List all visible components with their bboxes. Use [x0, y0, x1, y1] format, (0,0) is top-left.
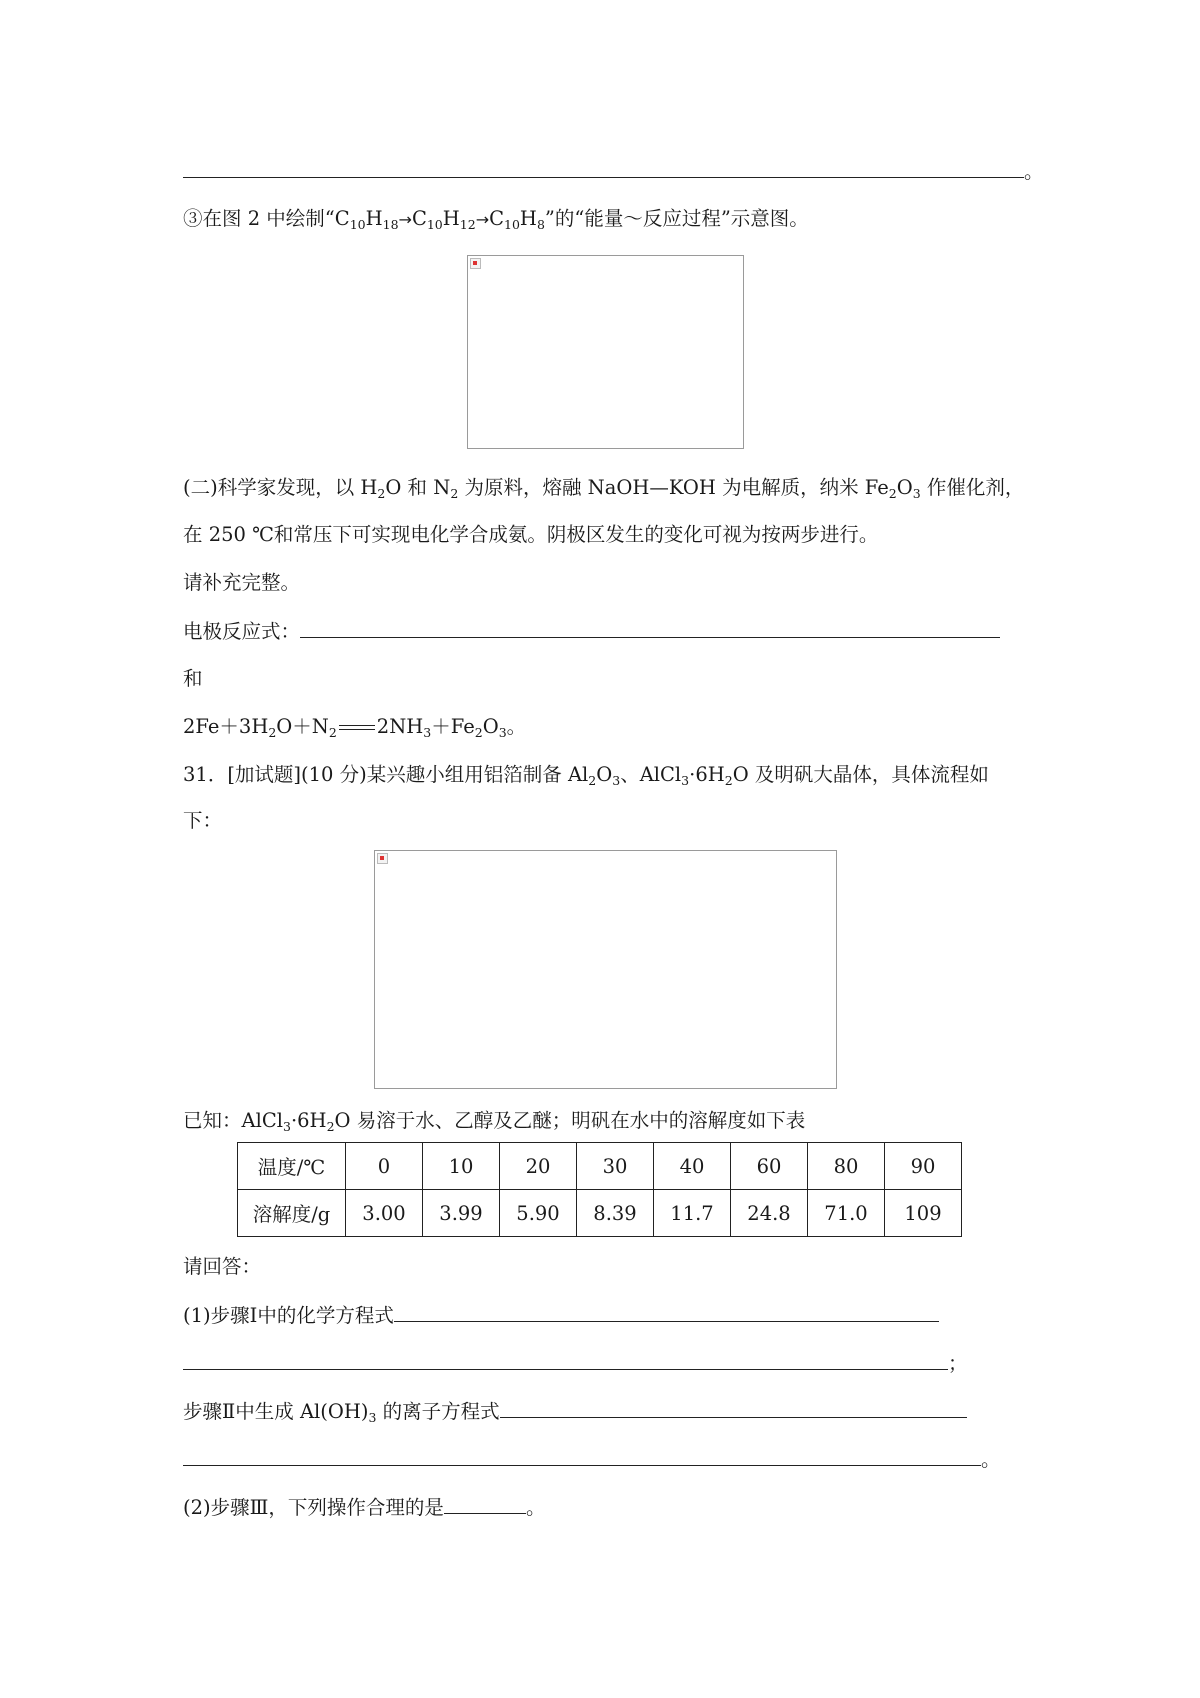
subscript: 8 [536, 217, 545, 232]
text: H [519, 207, 537, 230]
text: O 和 N [385, 476, 451, 499]
subscript: 2 [268, 725, 277, 740]
text: (2)步骤Ⅲ，下列操作合理的是 [183, 1496, 444, 1519]
text: ③在图 2 中绘制“C [183, 207, 350, 230]
broken-image-icon [377, 853, 388, 864]
subscript: 3 [681, 773, 690, 788]
figure-2-image [467, 255, 744, 449]
blank-line [183, 1446, 981, 1466]
text: O 及明矾大晶体，具体流程如 [732, 763, 989, 786]
blank-line [183, 1350, 948, 1370]
part2-line1 [183, 475, 1024, 501]
text: H [365, 207, 383, 230]
text: 的离子方程式 [376, 1400, 500, 1423]
question-1b-line [183, 1398, 967, 1425]
text: O [596, 763, 613, 786]
text: 2Fe＋3H [183, 715, 269, 738]
broken-image-icon [470, 258, 481, 269]
subscript: 2 [588, 773, 597, 788]
table-cell: 3.00 [346, 1190, 423, 1237]
subscript: 3 [912, 486, 921, 501]
text: O [896, 476, 913, 499]
question-1b-continuation [183, 1446, 1001, 1473]
solubility-table [237, 1142, 962, 1237]
subscript: 3 [612, 773, 621, 788]
text: 步骤Ⅱ中生成 Al(OH) [183, 1400, 369, 1423]
part2-line2: 在 250 ℃和常压下可实现电化学合成氨。阴极区发生的变化可视为按两步进行。 [183, 523, 879, 546]
subscript: 2 [474, 725, 483, 740]
table-cell: 40 [654, 1143, 731, 1190]
subscript: 3 [423, 725, 432, 740]
text: 为原料，熔融 NaOH—KOH 为电解质，纳米 Fe [458, 476, 889, 499]
subscript: 3 [368, 1410, 377, 1425]
answer-line-top [183, 158, 1044, 185]
subscript: 3 [498, 725, 507, 740]
table-cell: 80 [808, 1143, 885, 1190]
subscript: 10 [504, 217, 520, 232]
table-cell: 90 [885, 1143, 962, 1190]
question-31-line1 [183, 762, 989, 788]
subscript: 10 [426, 217, 443, 232]
table-cell: 30 [577, 1143, 654, 1190]
known-line [183, 1108, 805, 1134]
text: ； [948, 1352, 968, 1375]
text: ·6H [290, 1109, 327, 1132]
electrode-reaction-line [183, 618, 1000, 645]
table-header-solubility: 溶解度/g [238, 1190, 346, 1237]
text: (二)科学家发现，以 H [183, 476, 378, 499]
table-cell: 109 [885, 1190, 962, 1237]
table-cell: 8.39 [577, 1190, 654, 1237]
please-answer: 请回答： [183, 1255, 262, 1278]
text: H [442, 207, 460, 230]
text: 2NH [376, 715, 424, 738]
table-cell: 60 [731, 1143, 808, 1190]
text: O 易溶于水、乙醇及乙醚；明矾在水中的溶解度如下表 [334, 1109, 806, 1132]
text: 。 [525, 1496, 546, 1519]
subscript: 2 [328, 725, 337, 740]
table-header-temperature: 温度/℃ [238, 1143, 346, 1190]
subscript: 2 [724, 773, 733, 788]
flow-chart-image [374, 850, 837, 1089]
equation-line [183, 714, 526, 740]
blank-line [183, 158, 1024, 178]
subscript: 2 [377, 486, 386, 501]
blank-line [300, 618, 1000, 638]
and-line: 和 [183, 667, 203, 690]
question-31-line2: 下： [183, 809, 223, 832]
subscript: 2 [450, 486, 459, 501]
text: ＋Fe [431, 715, 475, 738]
text: 31．[加试题](10 分)某兴趣小组用铝箔制备 Al [183, 763, 589, 786]
end-mark: 。 [1024, 160, 1044, 183]
table-cell: 5.90 [500, 1190, 577, 1237]
question-2-line [183, 1494, 545, 1521]
arrow-icon: → [475, 210, 490, 229]
table-cell: 20 [500, 1143, 577, 1190]
text: (1)步骤Ⅰ中的化学方程式 [183, 1304, 394, 1327]
subscript: 12 [459, 217, 476, 232]
subscript: 3 [282, 1119, 291, 1134]
question-1-continuation [183, 1350, 968, 1377]
text: 已知：AlCl [183, 1109, 283, 1132]
table-cell: 24.8 [731, 1190, 808, 1237]
table-cell: 71.0 [808, 1190, 885, 1237]
subscript: 18 [382, 217, 399, 232]
subscript: 2 [888, 486, 897, 501]
text: 作催化剂， [920, 476, 1025, 499]
text: O＋N [276, 715, 329, 738]
electrode-label: 电极反应式： [183, 620, 301, 643]
blank-line [500, 1398, 967, 1418]
blank-line [444, 1494, 526, 1514]
table-cell: 0 [346, 1143, 423, 1190]
subscript: 10 [349, 217, 366, 232]
text: C [411, 207, 427, 230]
part2-line3: 请补充完整。 [183, 571, 301, 594]
table-row [238, 1143, 962, 1190]
text: 。 [506, 715, 527, 738]
table-cell: 3.99 [423, 1190, 500, 1237]
table-row [238, 1190, 962, 1237]
subscript: 2 [326, 1119, 335, 1134]
arrow-icon: → [398, 210, 412, 229]
question-1-line [183, 1302, 939, 1329]
text: ·6H [689, 763, 725, 786]
blank-line [394, 1302, 939, 1322]
question-3-line [183, 206, 809, 233]
table-cell: 10 [423, 1143, 500, 1190]
text: ”的“能量～反应过程”示意图。 [544, 207, 809, 230]
table-cell: 11.7 [654, 1190, 731, 1237]
text: 。 [981, 1448, 1001, 1471]
text: C [489, 207, 505, 230]
text: 、AlCl [620, 763, 682, 786]
text: O [482, 715, 499, 738]
equals-sign [337, 723, 377, 733]
